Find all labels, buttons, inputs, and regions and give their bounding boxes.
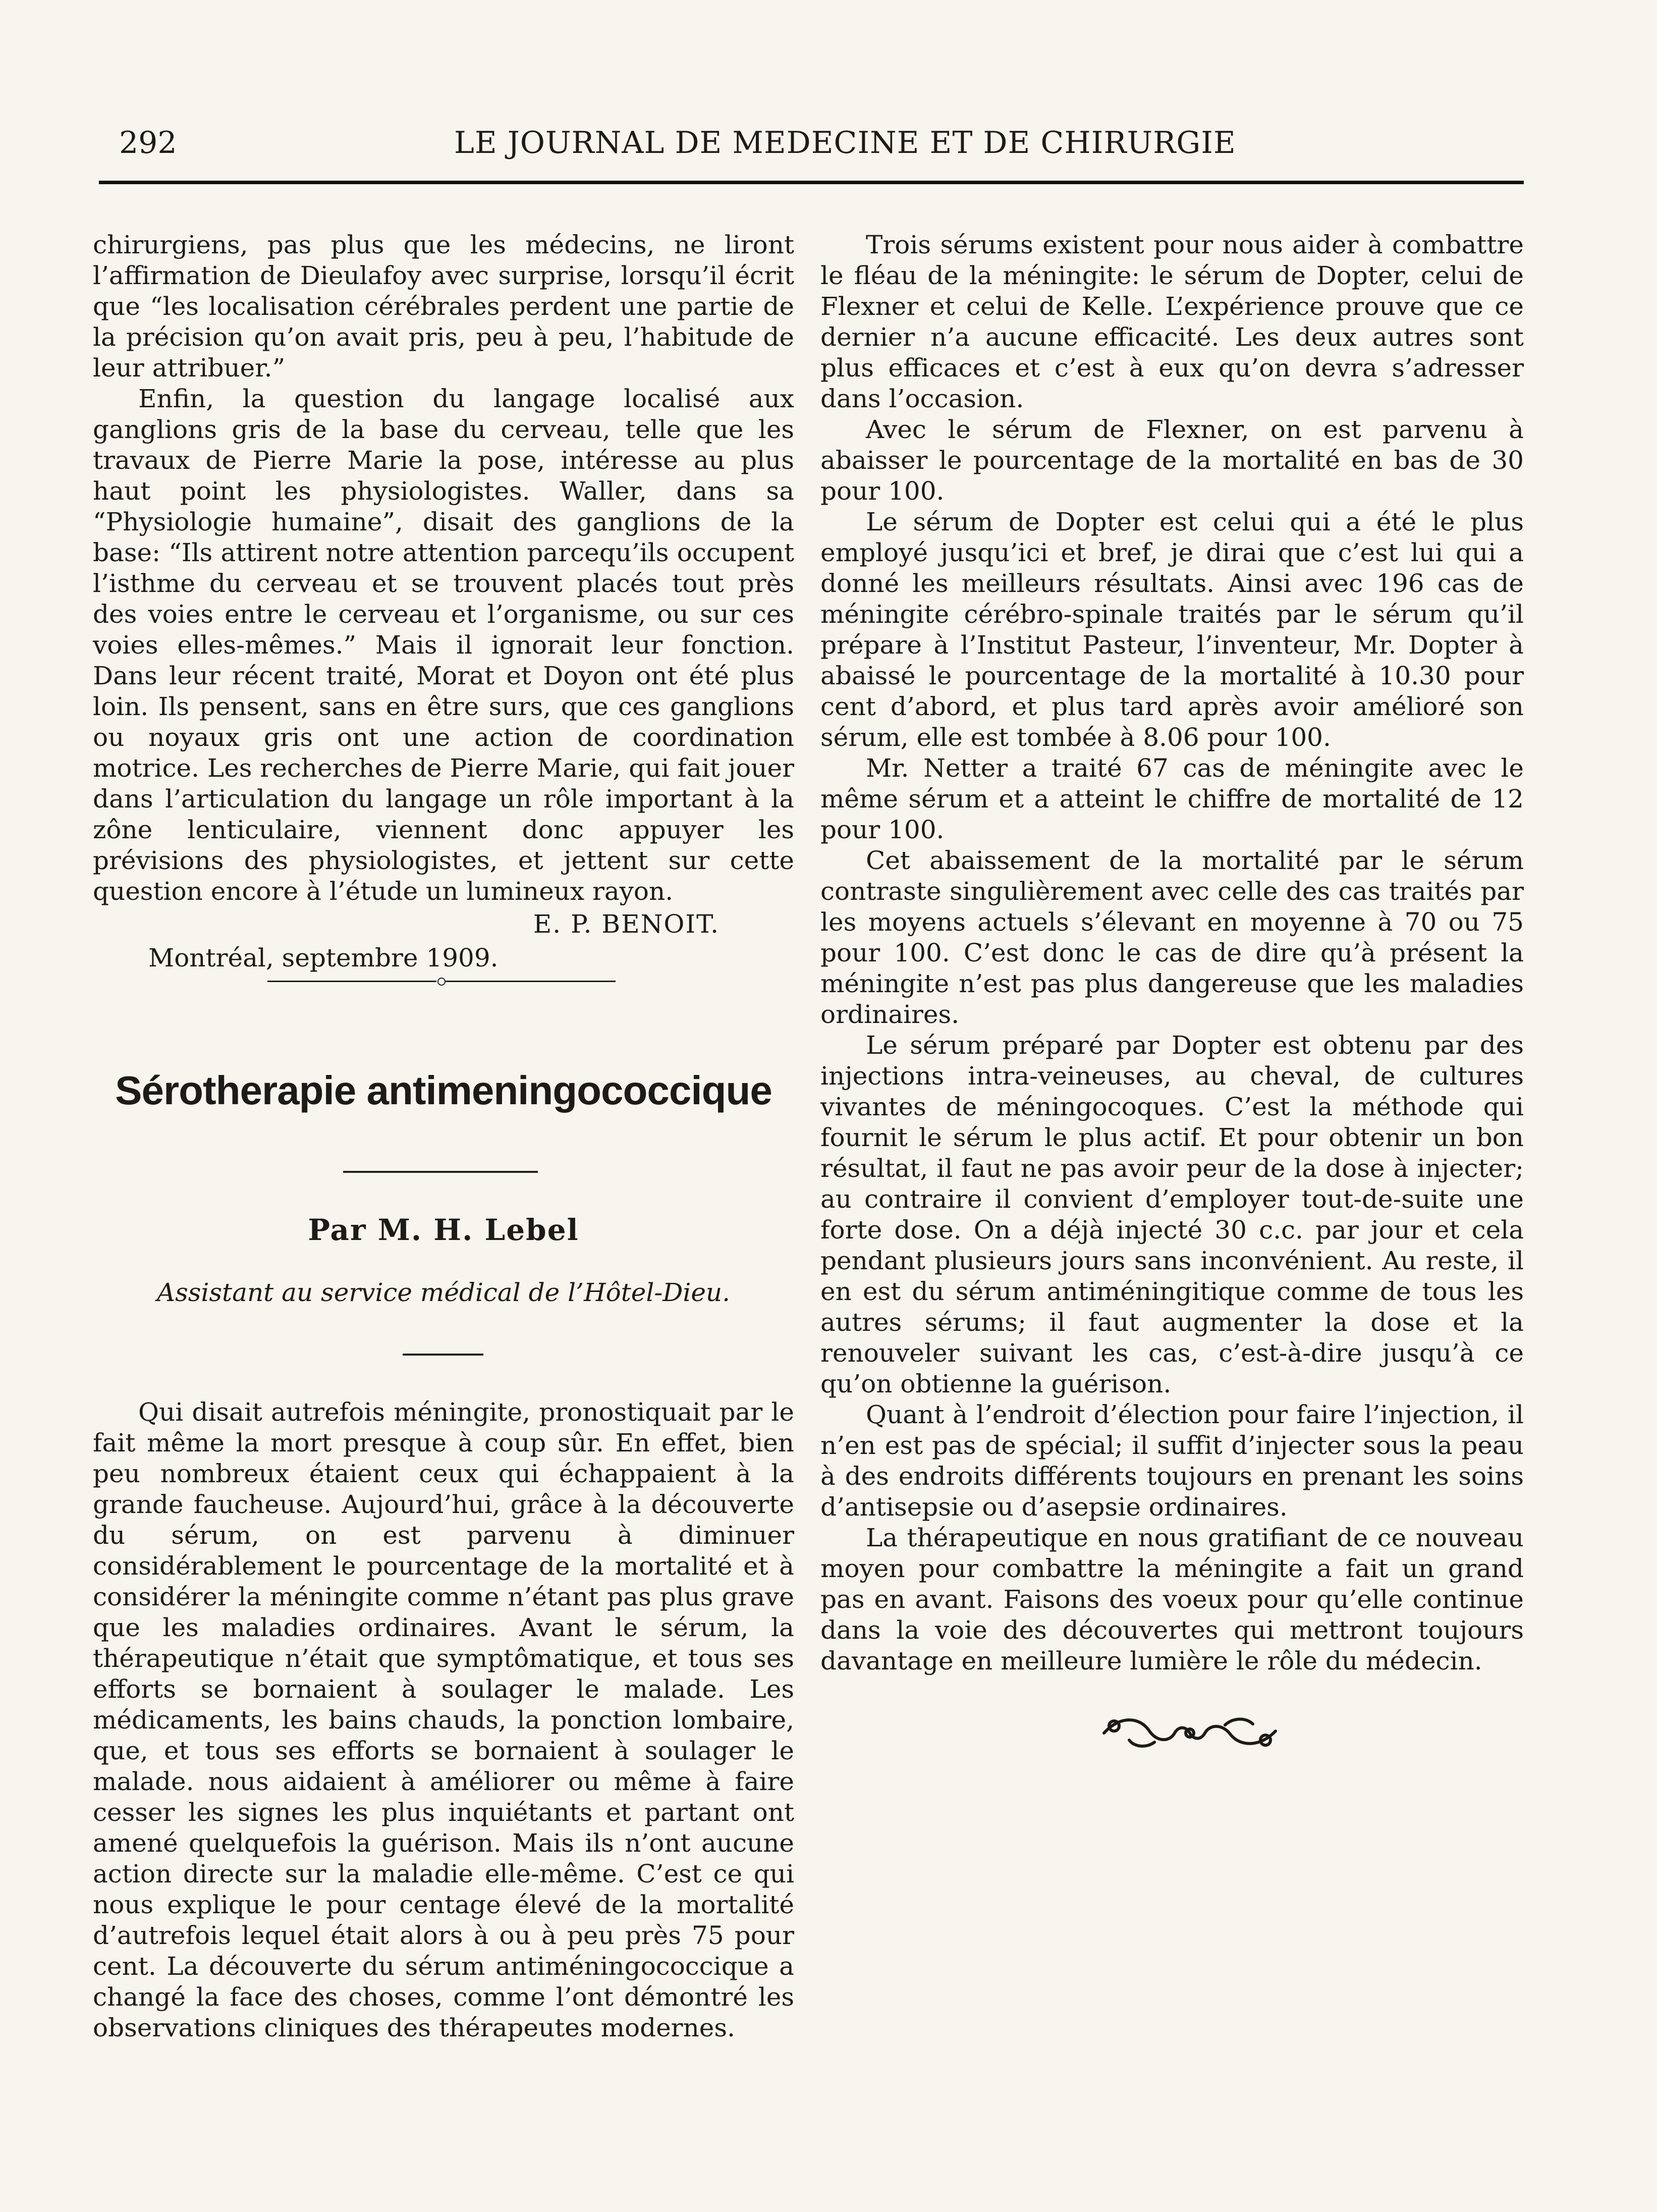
article-body-left [93,1397,794,2043]
paragraph: La thérapeutique en nous gratifiant de ce nouveau moyen pour combattre la méningite a fait un grand pas en avant. Faisons des voeux pour qu’elle continue dans la voie des découvertes qui mettront toujours davantage en meilleure lumière le rôle du médecin. [820,1523,1524,1676]
header-rule [99,181,1524,184]
circle-rule-icon [267,978,616,985]
title-rule [343,1171,538,1173]
article-title: Sérotherapie antimeningococcique [115,1068,772,1113]
article-body-right [820,230,1524,1677]
running-head [0,125,1657,166]
place-date: Montréal, septembre 1909. [148,943,499,973]
paragraph: Le sérum préparé par Dopter est obtenu par des injections intra-veineuses, au cheval, de cultures vivantes de méningocoques. C’est la méthode qui fournit le sérum le plus actif. Et pour obtenir un bon résultat, il faut ne pas avoir peur de la dose à injecter; au contraire il convient d’employer tout-de-suite une forte dose. On a déjà injecté 30 c.c. par jour et cela pendant plusieurs jours sans inconvénient. Au reste, il en est du sérum antiméningitique comme de tous les autres sérums; il faut augmenter la dose et la renouveler suivant les cas, c’est-à-dire jusqu’à ce qu’on obtienne la guérison. [820,1031,1524,1398]
affiliation-rule [403,1354,483,1356]
paragraph: Cet abaissement de la mortalité par le sérum contraste singulièrement avec celle des cas traités par les moyens actuels s’élevant en moyenne à 70 ou 75 pour 100. C’est donc le cas de dire qu’à présent la méningite n’est pas plus dangereuse que les maladies ordinaires. [820,846,1524,1029]
paragraph: Avec le sérum de Flexner, on est parvenu à abaisser le pourcentage de la mortalité en bas de 30 pour 100. [820,415,1524,506]
paragraph: Enfin, la question du langage localisé aux ganglions gris de la base du cerveau, telle que les travaux de Pierre Marie la pose, intéresse au plus haut point les physiologistes. Waller, dans sa “Physiologie humaine”, disait des ganglions de la base: “Ils attirent notre attention parcequ’ils occupent l’isthme du cerveau et se trouvent placés tout près des voies entre le cerveau et l’organisme, ou sur ces voies elles-mêmes.” Mais il ignorait leur fonction. Dans leur récent traité, Morat et Doyon ont été plus loin. Ils pensent, sans en être surs, que ces ganglions ou noyaux gris ont une action de coordination motrice. Les recherches de Pierre Marie, qui fait jouer dans l’articulation du langage un rôle important à la zône lenticulaire, viennent donc appuyer les prévisions des physiologistes, et jettent sur cette question encore à l’étude un lumineux rayon. [93,384,794,906]
page-number: 292 [119,125,177,160]
article-author: Par M. H. Lebel [308,1213,579,1247]
paragraph: Le sérum de Dopter est celui qui a été le plus employé jusqu’ici et bref, je dirai que c’est lui qui a donné les meilleurs résultats. Ainsi avec 196 cas de méningite cérébro-spinale traités par le sérum qu’il prépare à l’Institut Pasteur, l’inventeur, Mr. Dopter à abaissé le pourcentage de la mortalité à 10.30 pour cent d’abord, et plus tard après avoir amélioré son sérum, elle est tombée à 8.06 pour 100. [820,507,1524,752]
paragraph: Mr. Netter a traité 67 cas de méningite avec le même sérum et a atteint le chiffre de mortalité de 12 pour 100. [820,753,1524,844]
paragraph: Quant à l’endroit d’élection pour faire l’injection, il n’en est pas de spécial; il suffit d’injecter sous la peau à des endroits différents toujours en prenant les soins d’antisepsie ou d’asepsie ordinaires. [820,1400,1524,1522]
paragraph: Trois sérums existent pour nous aider à combattre le fléau de la méningite: le sérum de Dopter, celui de Flexner et celui de Kelle. L’expérience prouve que ce dernier n’a aucune efficacité. Les deux autres sont plus efficaces et c’est à eux qu’on devra s’adresser dans l’occasion. [820,230,1524,413]
previous-article-continuation [93,230,794,974]
paragraph: Qui disait autrefois méningite, pronostiquait par le fait même la mort presque à coup sûr. En effet, bien peu nombreux étaient ceux qui échappaient à la grande faucheuse. Aujourd’hui, grâce à la découverte du sérum, on est parvenu à diminuer considérablement le pourcentage de la mortalité et à considérer la méningite comme n’étant pas plus grave que les maladies ordinaires. Avant le sérum, la thérapeutique n’était que symptômatique, et tous ses efforts se bornaient à soulager le malade. Les médicaments, les bains chauds, la ponction lombaire, que, et tous ses efforts se bornaient à soulager le malade. nous aidaient à améliorer ou même à faire cesser les signes les plus inquiétants et partant ont amené quelquefois la guérison. Mais ils n’ont aucune action directe sur la maladie elle-même. C’est ce qui nous explique le pour centage élevé de la mortalité d’autrefois lequel était alors à ou à peu près 75 pour cent. La découverte du sérum antiméningococcique a changé la face des choses, comme l’ont démontré les observations cliniques des thérapeutes modernes. [93,1397,794,2042]
paragraph: chirurgiens, pas plus que les médecins, ne liront l’affirmation de Dieulafoy avec surprise, lorsqu’il écrit que “les localisation cérébrales perdent une partie de la précision qu’on avait pris, peu à peu, l’habitude de leur attribuer.” [93,230,794,383]
fleuron-icon [1099,1711,1281,1754]
author-affiliation: Assistant au service médical de l’Hôtel-Dieu. [156,1278,731,1307]
author-signature: E. P. BENOIT. [533,909,720,939]
journal-title: LE JOURNAL DE MEDECINE ET DE CHIRURGIE [454,125,1236,160]
